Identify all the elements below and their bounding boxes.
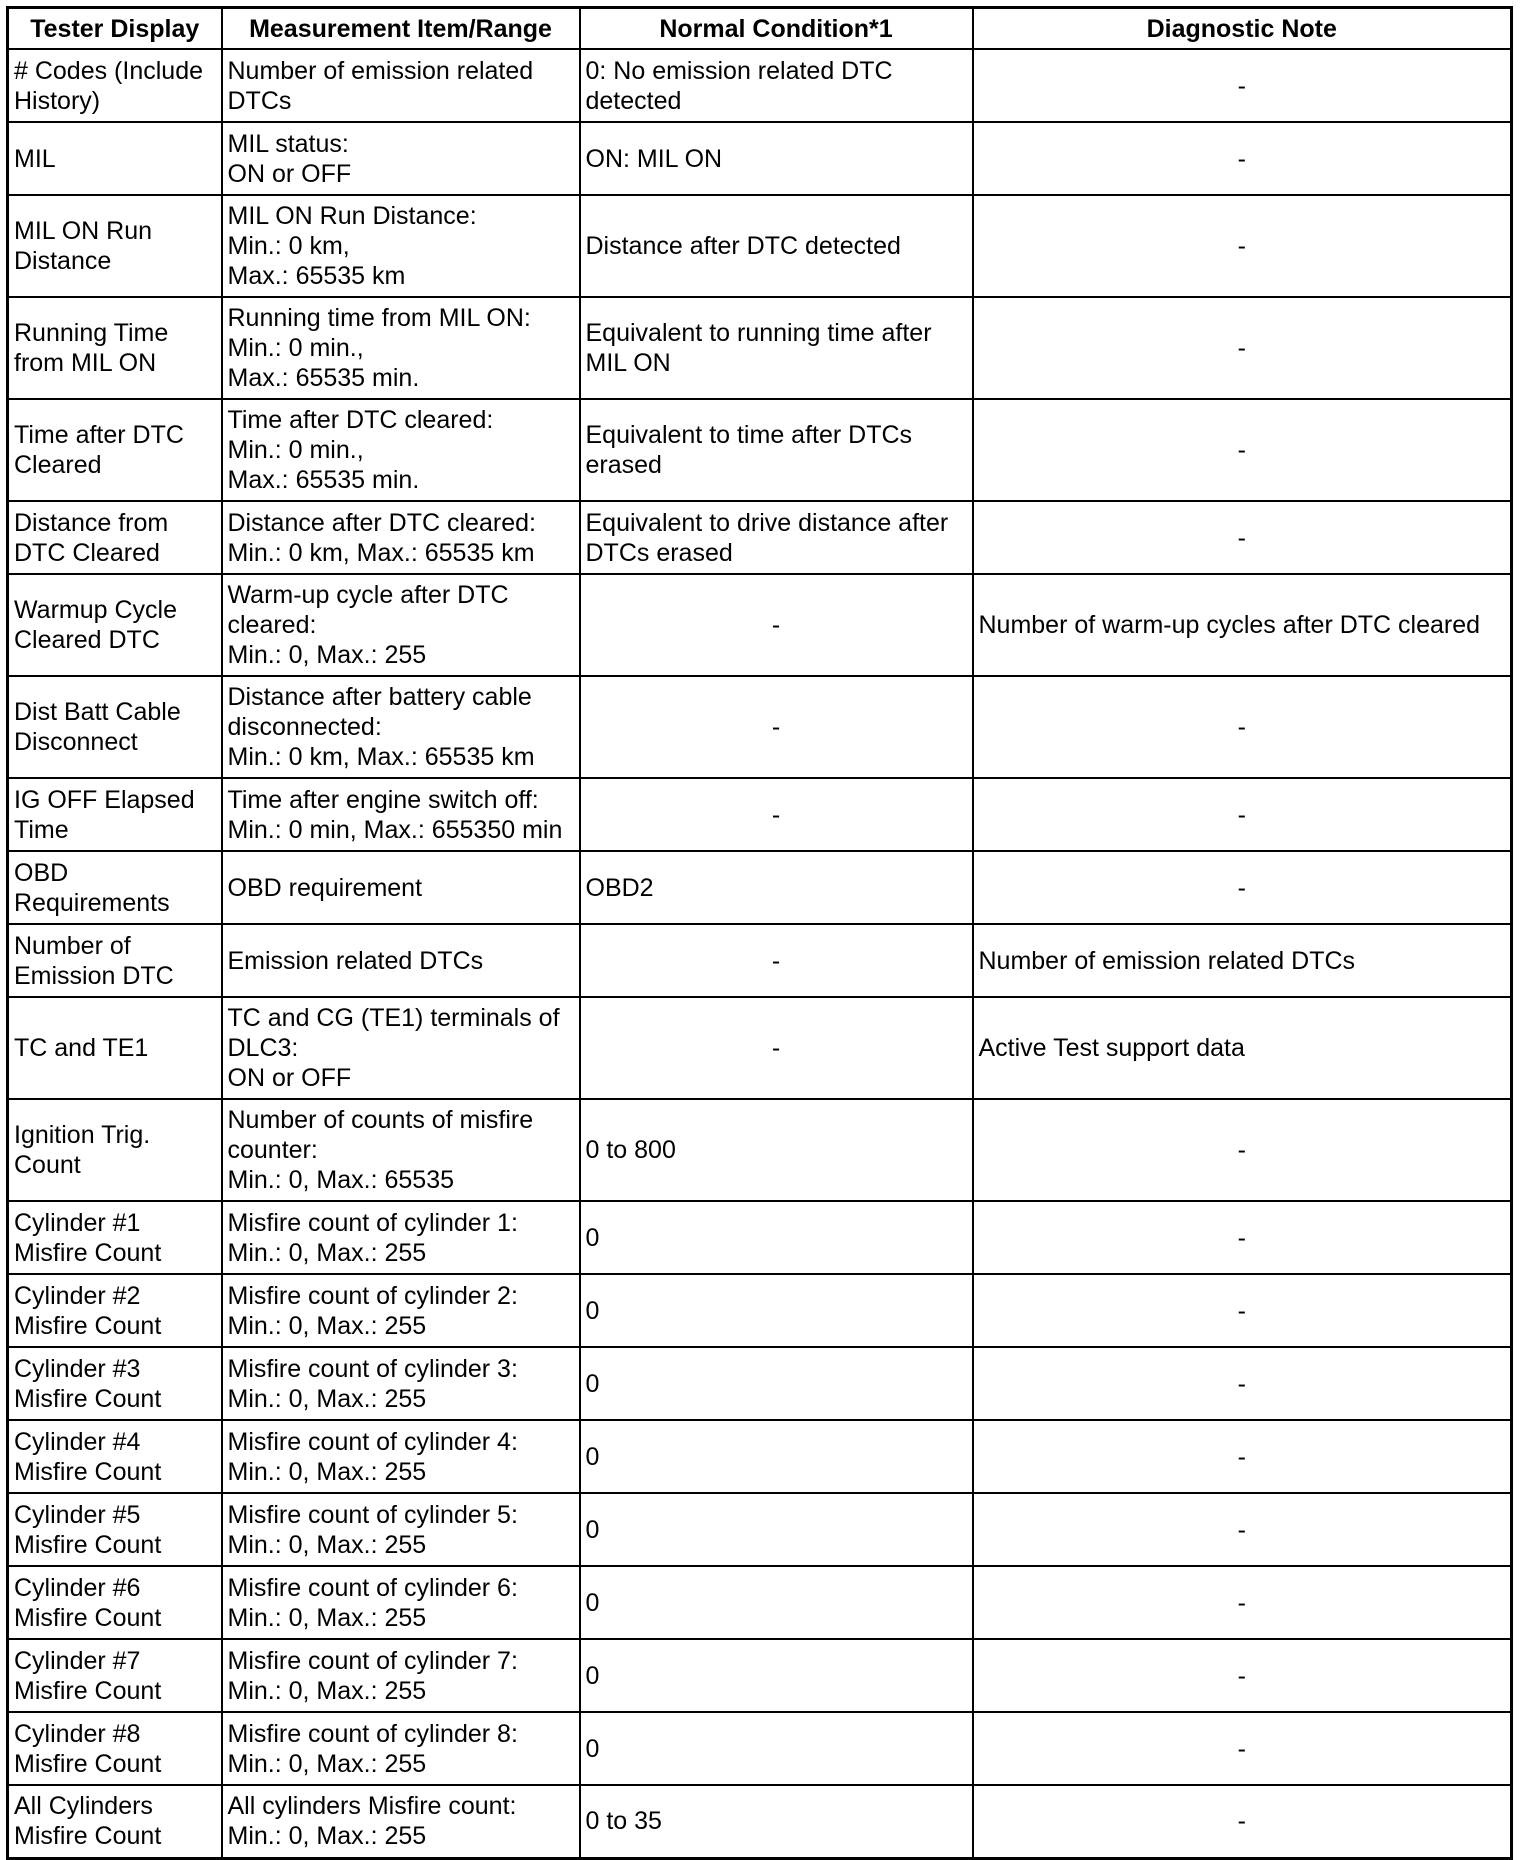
cell-measurement-range: Misfire count of cylinder 8: Min.: 0, Max.: 255 [222, 1712, 580, 1785]
cell-diagnostic-note: - [973, 676, 1512, 778]
cell-measurement-range: Running time from MIL ON: Min.: 0 min., Max.: 65535 min. [222, 297, 580, 399]
cell-diagnostic-note: - [973, 1566, 1512, 1639]
cell-diagnostic-note: Active Test support data [973, 997, 1512, 1099]
cell-measurement-range: Misfire count of cylinder 2: Min.: 0, Max.: 255 [222, 1274, 580, 1347]
cell-measurement-range: Number of emission related DTCs [222, 49, 580, 122]
cell-normal-condition: Distance after DTC detected [580, 195, 973, 297]
tester-data-table [6, 6, 1513, 1860]
header-normal-condition: Normal Condition*1 [580, 8, 973, 50]
cell-normal-condition: 0 [580, 1274, 973, 1347]
cell-normal-condition: 0 [580, 1201, 973, 1274]
cell-normal-condition: ON: MIL ON [580, 122, 973, 195]
cell-diagnostic-note: - [973, 778, 1512, 851]
cell-normal-condition: OBD2 [580, 851, 973, 924]
cell-measurement-range: Number of counts of misfire counter: Min.: 0, Max.: 65535 [222, 1099, 580, 1201]
cell-diagnostic-note: - [973, 49, 1512, 122]
cell-diagnostic-note: - [973, 1712, 1512, 1785]
cell-tester-display: Cylinder #8 Misfire Count [8, 1712, 222, 1785]
cell-measurement-range: Misfire count of cylinder 1: Min.: 0, Max.: 255 [222, 1201, 580, 1274]
table-row [8, 195, 1512, 297]
cell-diagnostic-note: Number of emission related DTCs [973, 924, 1512, 997]
cell-tester-display: Cylinder #4 Misfire Count [8, 1420, 222, 1493]
table-row [8, 778, 1512, 851]
cell-normal-condition: 0 to 35 [580, 1785, 973, 1858]
cell-normal-condition: 0 [580, 1493, 973, 1566]
cell-measurement-range: Misfire count of cylinder 6: Min.: 0, Max.: 255 [222, 1566, 580, 1639]
table-row [8, 297, 1512, 399]
cell-tester-display: Number of Emission DTC [8, 924, 222, 997]
cell-normal-condition: - [580, 676, 973, 778]
cell-normal-condition: 0 [580, 1566, 973, 1639]
cell-diagnostic-note: - [973, 1493, 1512, 1566]
cell-diagnostic-note: - [973, 1099, 1512, 1201]
cell-normal-condition: 0 [580, 1347, 973, 1420]
cell-normal-condition: Equivalent to running time after MIL ON [580, 297, 973, 399]
cell-measurement-range: TC and CG (TE1) terminals of DLC3: ON or OFF [222, 997, 580, 1099]
cell-tester-display: Cylinder #1 Misfire Count [8, 1201, 222, 1274]
table-row [8, 1347, 1512, 1420]
cell-diagnostic-note: - [973, 297, 1512, 399]
cell-normal-condition: 0 to 800 [580, 1099, 973, 1201]
table-row [8, 122, 1512, 195]
cell-diagnostic-note: - [973, 122, 1512, 195]
cell-normal-condition: 0 [580, 1712, 973, 1785]
cell-normal-condition: 0 [580, 1639, 973, 1712]
cell-measurement-range: Misfire count of cylinder 4: Min.: 0, Max.: 255 [222, 1420, 580, 1493]
table-row [8, 676, 1512, 778]
cell-measurement-range: OBD requirement [222, 851, 580, 924]
cell-tester-display: OBD Requirements [8, 851, 222, 924]
cell-tester-display: Cylinder #6 Misfire Count [8, 1566, 222, 1639]
cell-tester-display: MIL [8, 122, 222, 195]
cell-tester-display: Cylinder #3 Misfire Count [8, 1347, 222, 1420]
table-row [8, 1712, 1512, 1785]
cell-diagnostic-note: - [973, 501, 1512, 574]
cell-tester-display: Cylinder #7 Misfire Count [8, 1639, 222, 1712]
cell-tester-display: TC and TE1 [8, 997, 222, 1099]
header-diagnostic-note: Diagnostic Note [973, 8, 1512, 50]
cell-tester-display: Distance from DTC Cleared [8, 501, 222, 574]
cell-diagnostic-note: - [973, 1347, 1512, 1420]
cell-measurement-range: All cylinders Misfire count: Min.: 0, Max.: 255 [222, 1785, 580, 1858]
cell-measurement-range: Distance after DTC cleared: Min.: 0 km, Max.: 65535 km [222, 501, 580, 574]
cell-diagnostic-note: - [973, 195, 1512, 297]
cell-normal-condition: - [580, 778, 973, 851]
cell-tester-display: Warmup Cycle Cleared DTC [8, 574, 222, 676]
cell-tester-display: # Codes (Include History) [8, 49, 222, 122]
cell-measurement-range: Misfire count of cylinder 5: Min.: 0, Max.: 255 [222, 1493, 580, 1566]
cell-diagnostic-note: - [973, 1639, 1512, 1712]
table-row [8, 1493, 1512, 1566]
cell-diagnostic-note: - [973, 1785, 1512, 1858]
cell-measurement-range: Distance after battery cable disconnected: Min.: 0 km, Max.: 65535 km [222, 676, 580, 778]
cell-tester-display: IG OFF Elapsed Time [8, 778, 222, 851]
table-row [8, 1639, 1512, 1712]
cell-normal-condition: - [580, 997, 973, 1099]
table-row [8, 924, 1512, 997]
cell-normal-condition: 0: No emission related DTC detected [580, 49, 973, 122]
cell-tester-display: MIL ON Run Distance [8, 195, 222, 297]
table-row [8, 399, 1512, 501]
cell-diagnostic-note: Number of warm-up cycles after DTC cleared [973, 574, 1512, 676]
table-row [8, 1274, 1512, 1347]
table-row [8, 1420, 1512, 1493]
cell-normal-condition: Equivalent to time after DTCs erased [580, 399, 973, 501]
cell-tester-display: Running Time from MIL ON [8, 297, 222, 399]
table-row [8, 1566, 1512, 1639]
header-row [8, 8, 1512, 50]
cell-diagnostic-note: - [973, 851, 1512, 924]
cell-measurement-range: Misfire count of cylinder 3: Min.: 0, Max.: 255 [222, 1347, 580, 1420]
table-row [8, 997, 1512, 1099]
cell-measurement-range: Time after engine switch off: Min.: 0 min, Max.: 655350 min [222, 778, 580, 851]
cell-measurement-range: Emission related DTCs [222, 924, 580, 997]
header-measurement-item: Measurement Item/Range [222, 8, 580, 50]
table-row [8, 574, 1512, 676]
table-row [8, 851, 1512, 924]
cell-diagnostic-note: - [973, 1201, 1512, 1274]
cell-normal-condition: - [580, 574, 973, 676]
cell-measurement-range: MIL status: ON or OFF [222, 122, 580, 195]
cell-normal-condition: 0 [580, 1420, 973, 1493]
cell-tester-display: Ignition Trig. Count [8, 1099, 222, 1201]
cell-measurement-range: Time after DTC cleared: Min.: 0 min., Max.: 65535 min. [222, 399, 580, 501]
cell-tester-display: Cylinder #2 Misfire Count [8, 1274, 222, 1347]
cell-diagnostic-note: - [973, 1420, 1512, 1493]
cell-normal-condition: Equivalent to drive distance after DTCs erased [580, 501, 973, 574]
cell-measurement-range: Misfire count of cylinder 7: Min.: 0, Max.: 255 [222, 1639, 580, 1712]
table-row [8, 1099, 1512, 1201]
cell-tester-display: Time after DTC Cleared [8, 399, 222, 501]
cell-diagnostic-note: - [973, 399, 1512, 501]
cell-normal-condition: - [580, 924, 973, 997]
cell-diagnostic-note: - [973, 1274, 1512, 1347]
table-row [8, 1201, 1512, 1274]
table-row [8, 501, 1512, 574]
table-row [8, 49, 1512, 122]
cell-tester-display: All Cylinders Misfire Count [8, 1785, 222, 1858]
cell-measurement-range: MIL ON Run Distance: Min.: 0 km, Max.: 65535 km [222, 195, 580, 297]
table-row [8, 1785, 1512, 1858]
cell-tester-display: Dist Batt Cable Disconnect [8, 676, 222, 778]
header-tester-display: Tester Display [8, 8, 222, 50]
cell-tester-display: Cylinder #5 Misfire Count [8, 1493, 222, 1566]
cell-measurement-range: Warm-up cycle after DTC cleared: Min.: 0, Max.: 255 [222, 574, 580, 676]
